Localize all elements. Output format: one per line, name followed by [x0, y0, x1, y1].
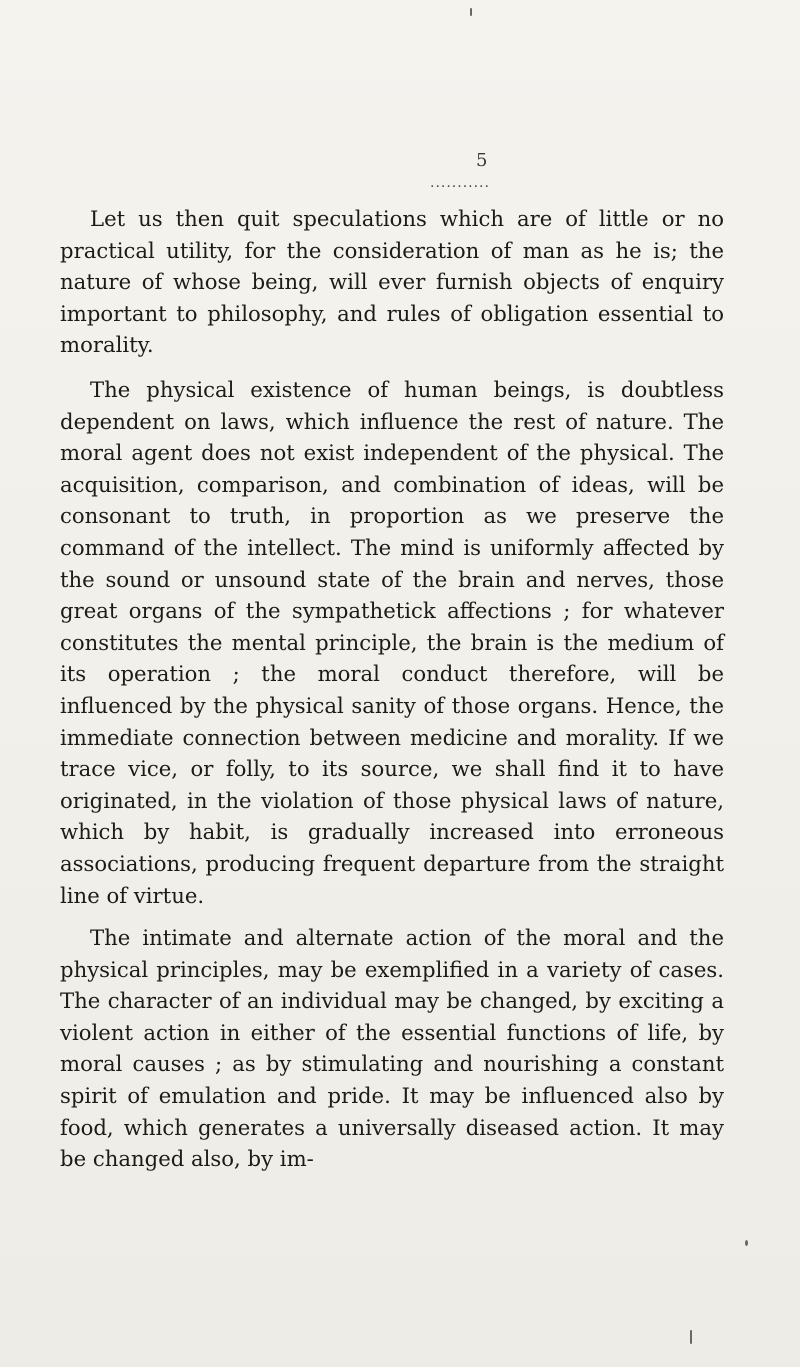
paragraph-text: The physical existence of human beings, is doubtless dependent on laws, which influence the rest of nature. The moral agent does not exist independent of the physical. The acquisition, comparison, and combination of ideas, will be consonant to truth, in proportion as we preserve the command of the intellect. The mind is uniformly affected by the sound or unsound state of the brain and nerves, those great organs of the sympathetick affections ; for whatever constitutes the mental principle, the brain is the medium of its operation ; the moral conduct therefore, will be influenced by the physical sanity of those organs. Hence, the immediate connection between medicine and morality. If we trace vice, or folly, to its source, we shall find it to have originated, in the violation of those physical laws of nature, which by habit, is gradually increased into erroneous associations, producing frequent departure from the straight line of virtue.	[60, 377, 724, 908]
paragraph-3	[60, 922, 724, 1175]
header-separator: ...........	[430, 175, 490, 191]
paragraph-1	[60, 203, 724, 361]
paragraph-text: Let us then quit speculations which are of little or no practical utility, for the consideration of man as he is; the nature of whose being, will ever furnish objects of enquiry important to philosophy, and rules of obligation essential to morality.	[60, 206, 724, 358]
paper-speck	[745, 1240, 748, 1246]
paragraph-text: The intimate and alternate action of the moral and the physical principles, may be exemplified in a variety of cases. The character of an individual may be changed, by exciting a violent action in either of the essential functions of life, by moral causes ; as by stimulating and nourishing a constant spirit of emulation and pride. It may be influenced also by food, which generates a universally diseased action. It may be changed also, by im-	[60, 925, 724, 1172]
paper-speck	[690, 1330, 692, 1344]
paper-speck	[470, 8, 472, 16]
paragraph-2	[60, 374, 724, 911]
page-number: 5	[476, 150, 488, 171]
